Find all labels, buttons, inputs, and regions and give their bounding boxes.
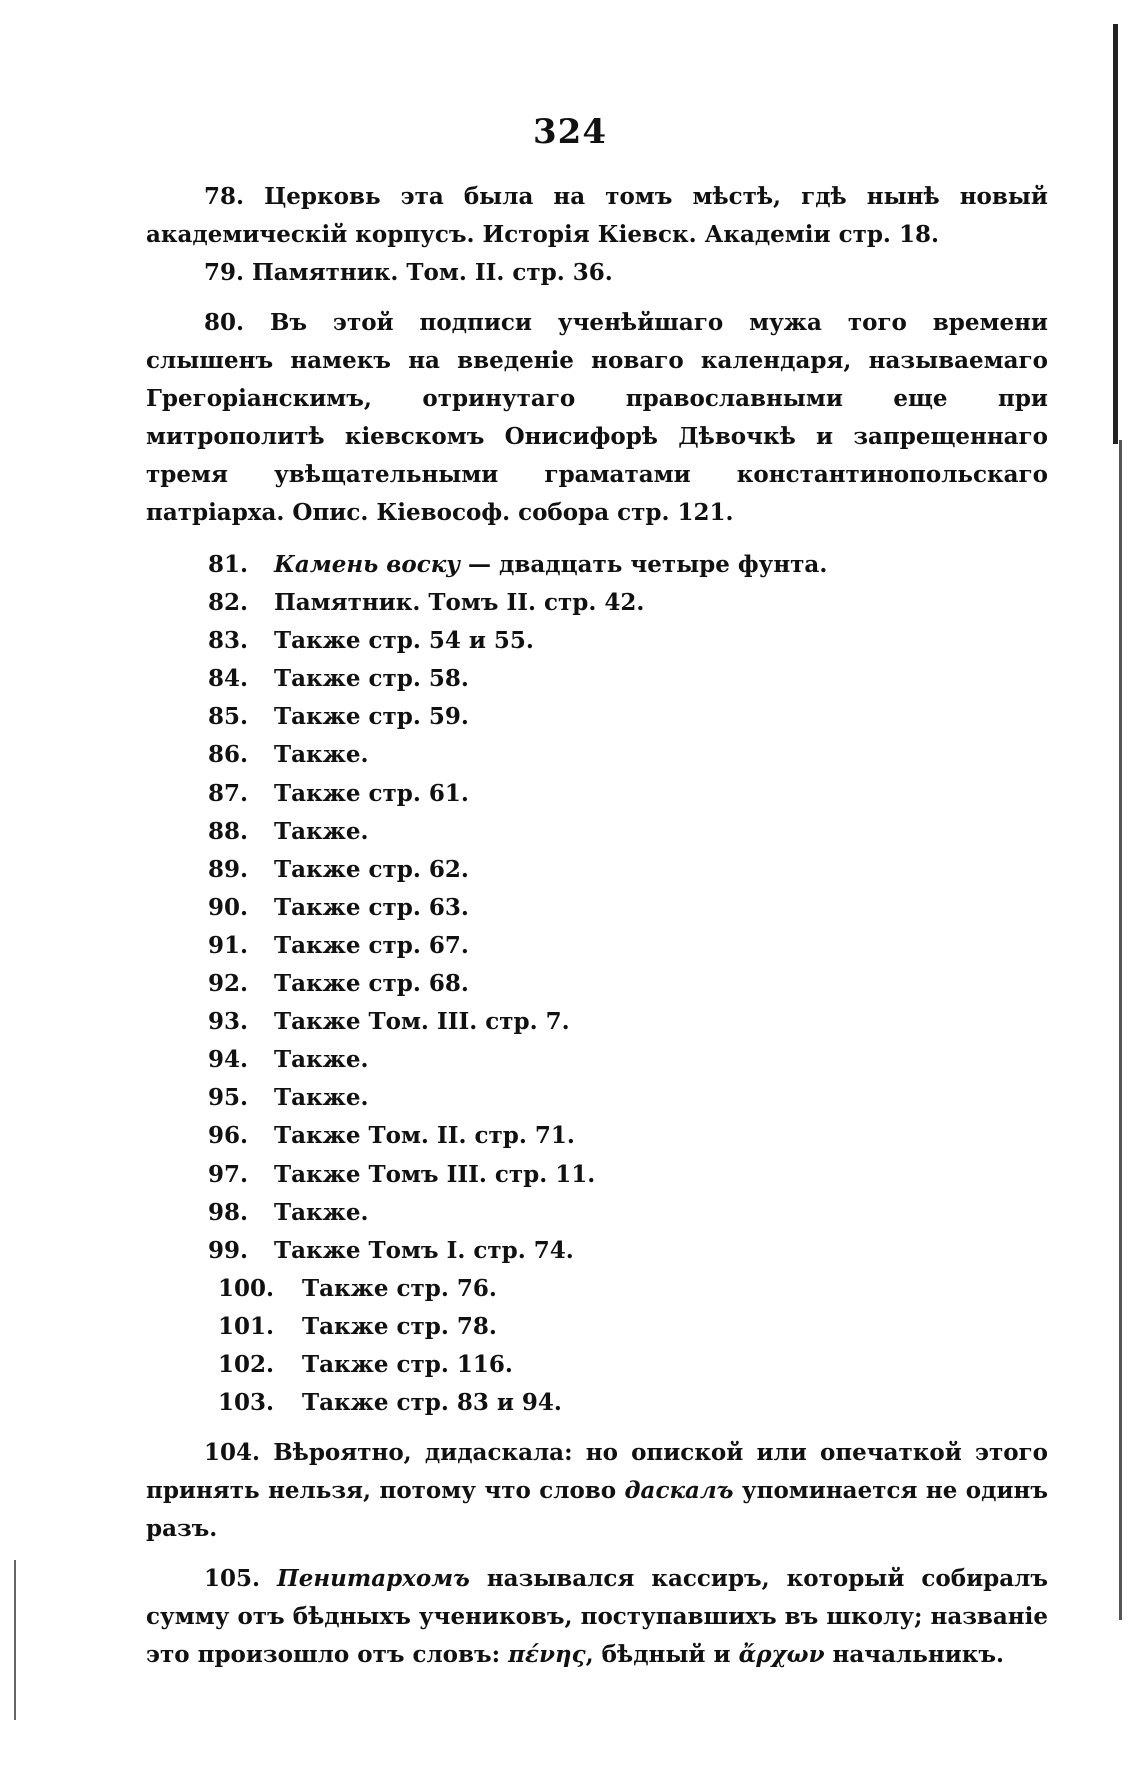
note-text: Также стр. 54 и 55.: [274, 627, 534, 655]
note-93: [146, 1003, 1048, 1041]
note-79: [146, 254, 1048, 292]
margin-scan-edge: [1113, 24, 1118, 444]
note-number: 99.: [208, 1236, 249, 1264]
note-104: [146, 1434, 1048, 1548]
note-78: [146, 178, 1048, 254]
note-98: [146, 1194, 1048, 1232]
note-text: Также стр. 61.: [274, 779, 469, 807]
note-87: [146, 775, 1048, 813]
note-number: 100.: [218, 1274, 275, 1302]
note-text: Также.: [274, 817, 369, 845]
note-text: Также.: [274, 1198, 369, 1226]
note-number: 98.: [208, 1198, 249, 1226]
note-97: [146, 1156, 1048, 1194]
note-number: 101.: [218, 1312, 275, 1340]
footnotes: [146, 178, 1048, 1674]
note-99: [146, 1232, 1048, 1270]
note-text: Также стр. 62.: [274, 855, 469, 883]
note-text: Также.: [274, 1046, 369, 1074]
note-text-mid: , бѣдный и: [585, 1641, 739, 1669]
margin-scan-edge-lower: [1119, 440, 1122, 1620]
note-83: [146, 622, 1048, 660]
note-number: 90.: [208, 893, 249, 921]
note-105: [146, 1560, 1048, 1674]
note-text: Также стр. 78.: [302, 1312, 497, 1340]
note-text: Также стр. 68.: [274, 970, 469, 998]
note-92: [146, 965, 1048, 1003]
note-text: Также стр. 58.: [274, 665, 469, 693]
note-number: 104.: [204, 1439, 261, 1467]
note-number: 97.: [208, 1160, 249, 1188]
note-91: [146, 927, 1048, 965]
note-80: [146, 304, 1048, 532]
note-italic-term: даскалъ: [624, 1477, 734, 1505]
note-text-end: упоминается не одинъ разъ.: [146, 1477, 1048, 1543]
note-number: 87.: [208, 779, 249, 807]
page-number: 324: [533, 112, 607, 152]
note-101: [146, 1308, 1048, 1346]
note-text: Церковь эта была на томъ мѣстѣ, гдѣ нынѣ новый академическій корпусъ. Исторія Кіевск. Академіи стр. 18.: [146, 183, 1048, 248]
note-text: Также стр. 59.: [274, 703, 469, 731]
note-number: 96.: [208, 1122, 249, 1150]
note-number: 88.: [208, 817, 249, 845]
note-italic-term: Пенитархомъ: [277, 1565, 470, 1593]
note-italic-term: Камень воску: [274, 551, 461, 578]
note-number: 95.: [208, 1084, 249, 1112]
note-text: Также стр. 63.: [274, 893, 469, 921]
note-text: Въ этой подписи ученѣйшаго мужа того времени слышенъ намекъ на введеніе новаго календаря, называемаго Грегоріанскимъ, отринутаго православными еще при митрополитѣ кіевскомъ Онисифорѣ Дѣвочкѣ и запрещеннаго тремя увѣщательными граматами константинопольскаго патріарха. Опис. Кіевософ. собора стр. 121.: [146, 309, 1048, 526]
note-text: Памятник. Том. II. стр. 36.: [252, 259, 613, 286]
note-text: Также Том. III. стр. 7.: [274, 1008, 570, 1036]
note-number: 94.: [208, 1046, 249, 1074]
note-text: Также Томъ I. стр. 74.: [274, 1236, 574, 1264]
note-103: [146, 1384, 1048, 1422]
note-90: [146, 889, 1048, 927]
note-number: 103.: [218, 1389, 275, 1417]
note-text: Также Томъ III. стр. 11.: [274, 1160, 596, 1188]
note-86: [146, 736, 1048, 774]
greek-word-penes: πένης: [508, 1641, 586, 1669]
note-number: 105.: [204, 1565, 261, 1593]
note-100: [146, 1270, 1048, 1308]
note-number: 84.: [208, 665, 249, 693]
note-89: [146, 851, 1048, 889]
note-text: Вѣроятно, дидаскала: но опиской или опечаткой этого принять нельзя, потому что слово: [146, 1439, 1048, 1505]
note-81: [146, 546, 1048, 584]
note-85: [146, 698, 1048, 736]
note-text-end: начальникъ.: [824, 1641, 1005, 1669]
note-88: [146, 813, 1048, 851]
note-text: назывался кассиръ, который собиралъ сумму отъ бѣдныхъ учениковъ, поступавшихъ въ школу; названіе это произошло отъ словъ:: [146, 1565, 1048, 1669]
note-number: 93.: [208, 1008, 249, 1036]
note-number: 83.: [208, 627, 249, 655]
note-text: Также стр. 76.: [302, 1274, 497, 1302]
note-text: — двадцать четыре фунта.: [460, 551, 828, 578]
note-number: 80.: [204, 309, 245, 336]
note-84: [146, 660, 1048, 698]
note-94: [146, 1041, 1048, 1079]
note-text: Также стр. 83 и 94.: [302, 1389, 562, 1417]
left-scan-mark: [14, 1560, 16, 1720]
note-text: Также.: [274, 741, 369, 769]
note-82: [146, 584, 1048, 622]
note-number: 89.: [208, 855, 249, 883]
note-number: 102.: [218, 1350, 275, 1378]
note-number: 82.: [208, 589, 249, 617]
note-102: [146, 1346, 1048, 1384]
note-number: 79.: [204, 259, 245, 286]
note-number: 78.: [204, 183, 245, 210]
note-number: 92.: [208, 970, 249, 998]
notes-list: [146, 546, 1048, 1422]
note-number: 85.: [208, 703, 249, 731]
note-text: Также Том. II. стр. 71.: [274, 1122, 575, 1150]
note-text: Также стр. 67.: [274, 931, 469, 959]
note-text: Также стр. 116.: [302, 1350, 513, 1378]
note-number: 81.: [208, 551, 249, 578]
greek-word-archon: ἄρχων: [738, 1641, 825, 1669]
note-95: [146, 1079, 1048, 1117]
note-text: Также.: [274, 1084, 369, 1112]
note-text: Памятник. Томъ II. стр. 42.: [274, 589, 645, 617]
note-number: 91.: [208, 931, 249, 959]
note-96: [146, 1117, 1048, 1155]
note-number: 86.: [208, 741, 249, 769]
